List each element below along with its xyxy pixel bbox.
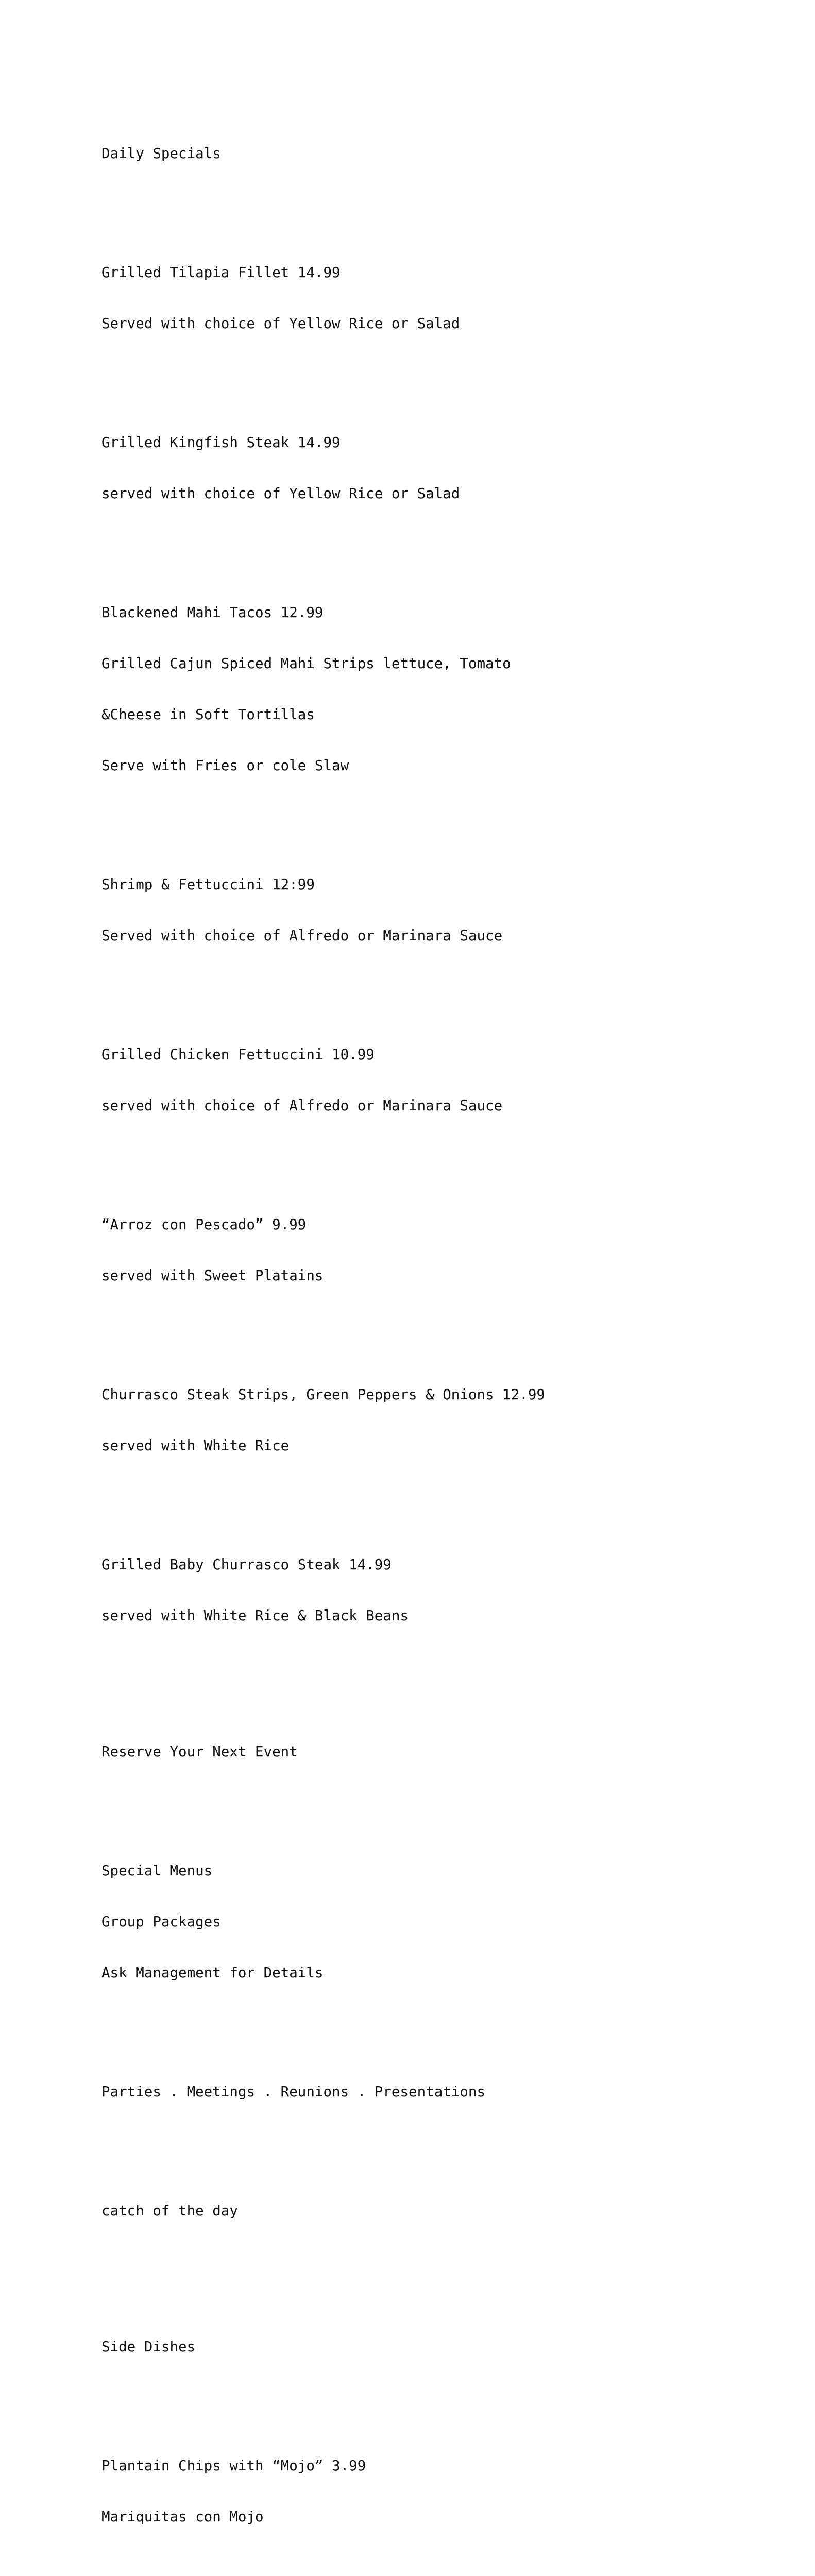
special-item-name: Blackened Mahi Tacos 12.99 (101, 604, 324, 621)
events-line: Special Menus (101, 1862, 213, 1879)
special-item-desc: served with White Rice (101, 1437, 290, 1454)
side-dishes-heading: Side Dishes (101, 2338, 196, 2355)
event-types: Parties . Meetings . Reunions . Presentations (101, 2083, 486, 2100)
side-item-name: Plantain Chips with “Mojo” 3.99 (101, 2458, 366, 2474)
special-item-desc: Served with choice of Yellow Rice or Salad (101, 315, 460, 332)
special-item-desc: Serve with Fries or cole Slaw (101, 757, 349, 774)
special-item-name: “Arroz con Pescado” 9.99 (101, 1216, 307, 1233)
special-item-desc: served with White Rice & Black Beans (101, 1607, 409, 1624)
daily-specials-heading: Daily Specials (101, 145, 221, 162)
special-item-desc: Served with choice of Alfredo or Marinara Sauce (101, 927, 503, 944)
special-item-desc: &Cheese in Soft Tortillas (101, 706, 315, 723)
special-item-name: Grilled Chicken Fettuccini 10.99 (101, 1046, 375, 1063)
special-item-name: Grilled Tilapia Fillet 14.99 (101, 264, 341, 281)
events-heading: Reserve Your Next Event (101, 1743, 298, 1760)
special-item-name: Churrasco Steak Strips, Green Peppers & Onions 12.99 (101, 1386, 545, 1403)
catch-of-the-day: catch of the day (101, 2202, 238, 2219)
special-item-desc: served with choice of Alfredo or Marinara Sauce (101, 1097, 503, 1114)
special-item-name: Grilled Baby Churrasco Steak 14.99 (101, 1556, 392, 1573)
special-item-name: Grilled Kingfish Steak 14.99 (101, 434, 341, 451)
menu-text (101, 94, 720, 2576)
side-item-desc: Mariquitas con Mojo (101, 2509, 264, 2525)
special-item-desc: served with Sweet Platains (101, 1267, 324, 1284)
special-item-desc: served with choice of Yellow Rice or Salad (101, 485, 460, 502)
special-item-name: Shrimp & Fettuccini 12:99 (101, 876, 315, 893)
events-line: Ask Management for Details (101, 1964, 324, 1981)
events-line: Group Packages (101, 1913, 221, 1930)
special-item-desc: Grilled Cajun Spiced Mahi Strips lettuce, Tomato (101, 655, 511, 672)
